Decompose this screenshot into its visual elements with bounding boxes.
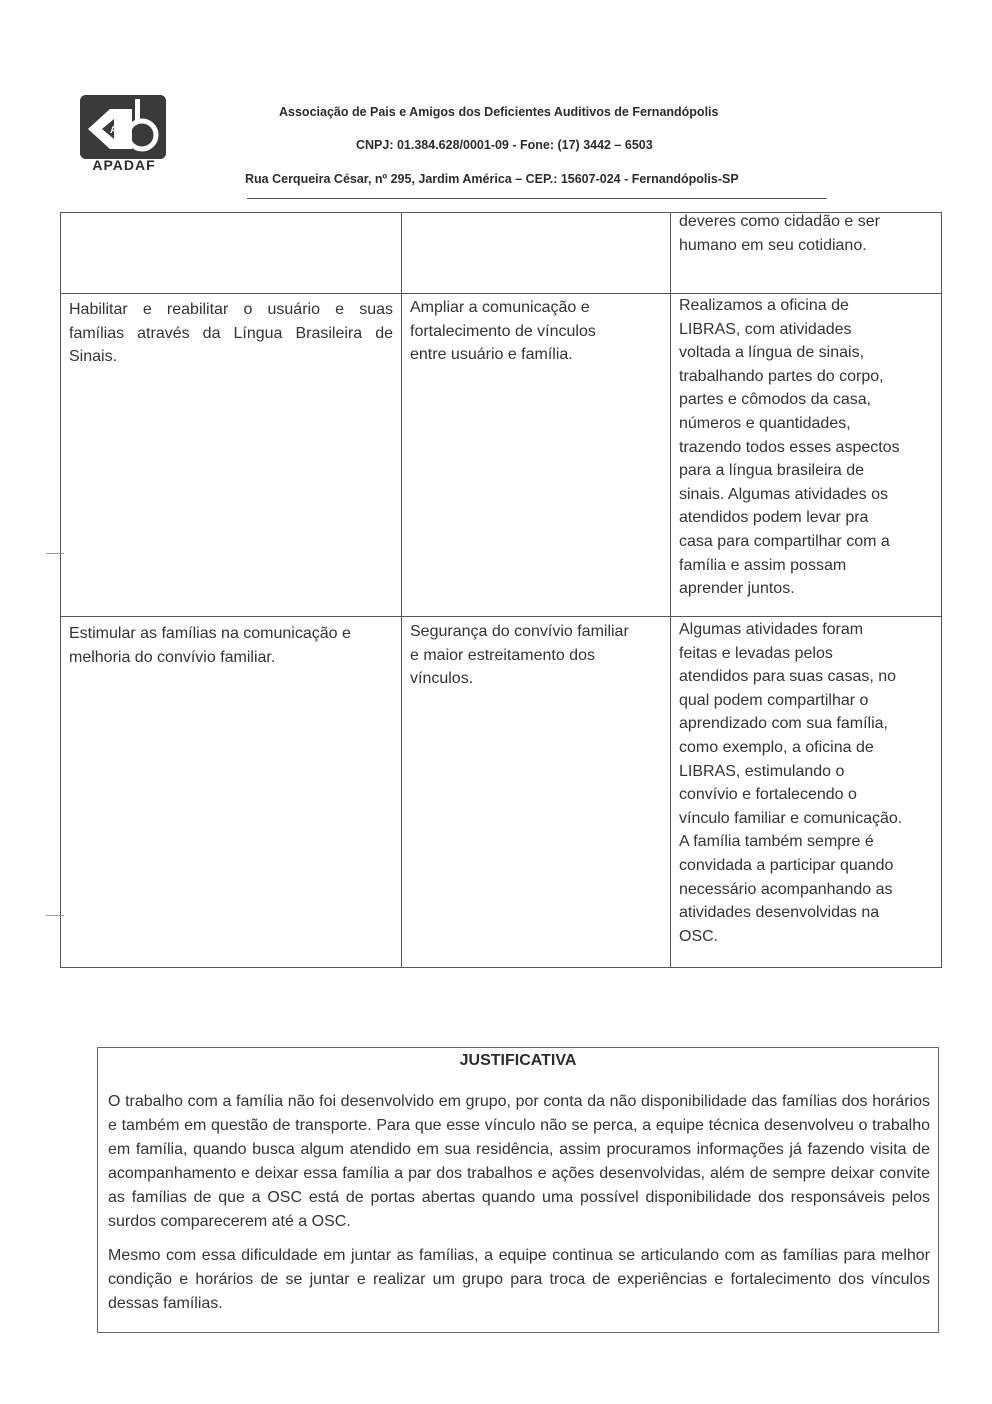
scan-mark (46, 553, 64, 554)
ear-emblem-icon (80, 95, 166, 159)
text-line: Realizamos a oficina de (679, 297, 849, 314)
table-divider-2 (670, 212, 671, 968)
row2-objective (69, 298, 393, 369)
row3-results (679, 618, 937, 948)
header-divider (247, 198, 827, 199)
table-divider-1 (401, 212, 402, 968)
text-line: A família também sempre é (679, 833, 874, 851)
text-line: aprender juntos. (679, 580, 795, 598)
logo-emblem (80, 95, 166, 159)
text-line: casa para compartilhar com a (679, 532, 890, 550)
justificativa-title: JUSTIFICATIVA (459, 1052, 577, 1069)
letterhead (0, 0, 992, 210)
scan-mark (46, 915, 64, 916)
justificativa-box (97, 1047, 939, 1333)
text-line: Algumas atividades foram (679, 621, 864, 638)
text-line: feitas e levadas pelos (679, 644, 833, 662)
text-line: Sinais. (69, 348, 118, 366)
svg-text:A: A (110, 125, 118, 136)
logo-text: APADAF (92, 157, 156, 173)
text-line: aprendizado com sua família, (679, 715, 888, 733)
row3-objective (69, 622, 393, 669)
justificativa-paragraph-1: O trabalho com a família não foi desenvolvido em grupo, por conta da não disponibilidade das famílias dos horários e também em questão de transporte. Para que esse vínculo não se perca, a equipe técnica desenvolveu o trabalho em família, quando busca algum atendido em sua residência, assim procuramos informações já fazendo visita de acompanhamento e deixar essa família a par dos trabalhos e ações desenvolvidas, além de sempre deixar convite as famílias de que a OSC está de portas abertas quando uma possível disponibilidade dos responsáveis pelos surdos comparecerem até a OSC. (108, 1093, 930, 1230)
text-line: convívio e fortalecendo o (679, 786, 857, 804)
text-line: necessário acompanhando as (679, 880, 893, 898)
text-line: voltada a língua de sinais, (679, 344, 865, 362)
text-line: para a língua brasileira de (679, 462, 865, 480)
row1-results (679, 210, 937, 257)
text-line: humano em seu cotidiano. (679, 236, 867, 254)
apadaf-logo (78, 95, 170, 177)
row2-expected-outcome (410, 296, 664, 367)
text-line: Segurança do convívio familiar (410, 623, 629, 640)
contact-line: CNPJ: 01.384.628/0001-09 - Fone: (17) 3442 – 6503 (356, 138, 653, 152)
text-line: vínculo familiar e comunicação. (679, 809, 903, 827)
text-line: Estimular as famílias na comunicação e (69, 625, 351, 642)
justificativa-paragraph-2: Mesmo com essa dificuldade em juntar as famílias, a equipe continua se articulando com as famílias para melhor condição e horários de se juntar e realizar um grupo para troca de experiências e fortalecimento dos vínculos dessas famílias. (108, 1247, 930, 1312)
text-line: atendidos para suas casas, no (679, 668, 897, 686)
text-line: LIBRAS, estimulando o (679, 762, 845, 780)
text-line: OSC. (679, 927, 719, 945)
row2-results (679, 294, 937, 601)
text-line: trabalhando partes do corpo, (679, 367, 884, 385)
text-line: partes e cômodos da casa, (679, 391, 872, 409)
text-line: entre usuário e família. (410, 346, 573, 364)
text-line: Habilitar e reabilitar o usuário e suas (69, 301, 393, 318)
table-bottom-border (60, 967, 942, 968)
text-line: família e assim possam (679, 556, 847, 574)
text-line: famílias através da Língua Brasileira de (69, 324, 393, 342)
text-line: atendidos podem levar pra (679, 509, 869, 527)
text-line: deveres como cidadão e ser (679, 213, 880, 230)
text-line: e maior estreitamento dos (410, 646, 595, 664)
activities-table (60, 212, 942, 968)
text-line: trazendo todos esses aspectos (679, 438, 900, 456)
row-divider-2 (60, 616, 942, 617)
address-line: Rua Cerqueira César, nº 295, Jardim América – CEP.: 15607-024 - Fernandópolis-SP (245, 172, 739, 186)
text-line: melhoria do convívio familiar. (69, 648, 276, 666)
text-line: atividades desenvolvidas na (679, 904, 880, 922)
text-line: sinais. Algumas atividades os (679, 485, 888, 503)
text-line: LIBRAS, com atividades (679, 320, 852, 338)
table-border-right (941, 212, 942, 968)
table-border-left (60, 212, 61, 968)
text-line: números e quantidades, (679, 414, 851, 432)
text-line: como exemplo, a oficina de (679, 738, 874, 756)
text-line: vínculos. (410, 670, 474, 688)
text-line: qual podem compartilhar o (679, 691, 869, 709)
text-line: convidada a participar quando (679, 856, 894, 874)
org-name: Associação de Pais e Amigos dos Deficientes Auditivos de Fernandópolis (279, 105, 719, 119)
text-line: Ampliar a comunicação e (410, 299, 590, 316)
row3-expected-outcome (410, 620, 664, 691)
text-line: fortalecimento de vínculos (410, 322, 596, 340)
